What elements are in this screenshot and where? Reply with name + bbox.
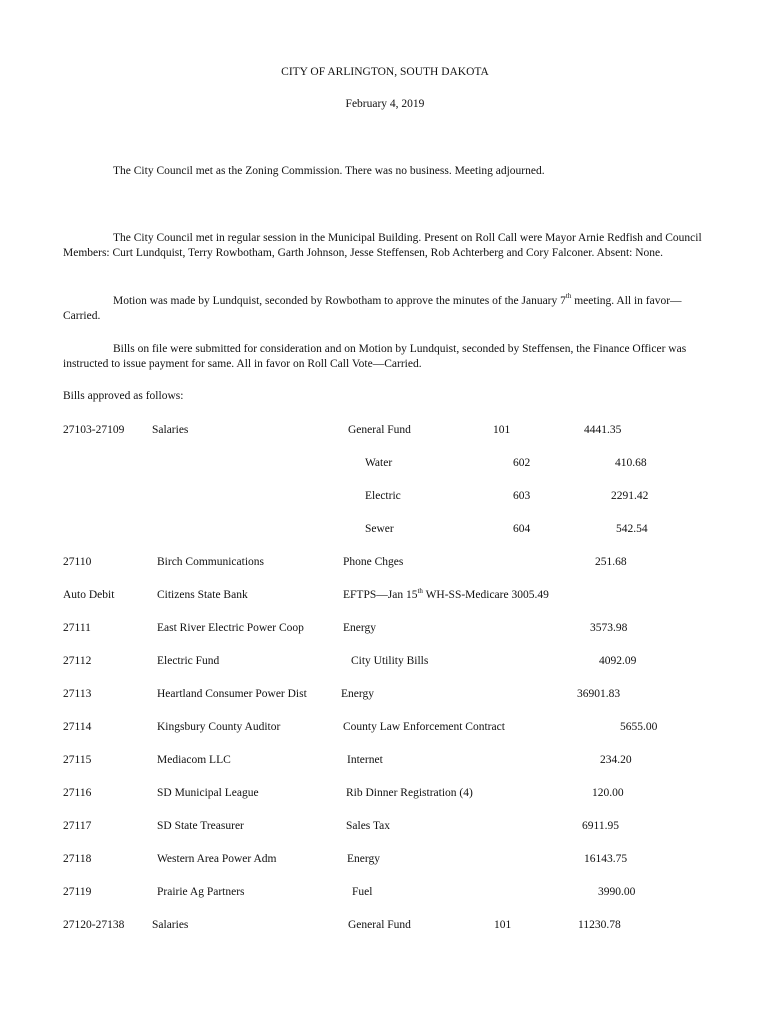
zoning-text: The City Council met as the Zoning Commission. There was no business. Meeting adjourned. — [113, 165, 545, 177]
bill-description: City Utility Bills — [351, 655, 429, 667]
bill-payee: Citizens State Bank — [157, 589, 248, 601]
fund-code: 602 — [513, 457, 531, 469]
bill-number: 27114 — [63, 721, 92, 733]
bill-description: County Law Enforcement Contract — [343, 721, 505, 733]
bill-payee: Kingsbury County Auditor — [157, 721, 281, 733]
bill-amount: 6911.95 — [582, 820, 619, 832]
fund-amount: 2291.42 — [611, 490, 649, 502]
bill-amount: 3573.98 — [590, 622, 628, 634]
fund-code: 603 — [513, 490, 531, 502]
fund-name: General Fund — [348, 424, 411, 436]
minutes-paragraph — [63, 294, 708, 324]
bill-description: Sales Tax — [346, 820, 391, 832]
bill-amount: 234.20 — [600, 754, 632, 766]
fund-amount: 410.68 — [615, 457, 647, 469]
minutes-text: Motion was made by Lundquist, seconded by Rowbotham to approve the minutes of the January 7 — [113, 295, 566, 307]
bill-number: 27117 — [63, 820, 92, 832]
bill-payee: Birch Communications — [157, 556, 265, 568]
bill-payee: Prairie Ag Partners — [157, 886, 245, 898]
bill-number: Auto Debit — [63, 589, 115, 601]
fund-amount: 542.54 — [616, 523, 648, 535]
fund-name: Electric — [365, 490, 401, 502]
minutes-superscript: th — [565, 292, 572, 300]
regular-session-paragraph — [63, 231, 708, 261]
bill-payee: Heartland Consumer Power Dist — [157, 688, 307, 700]
fund-name: Water — [365, 457, 393, 469]
bill-description-superscript: th — [417, 587, 423, 595]
bill-payee: Western Area Power Adm — [157, 853, 277, 865]
fund-name: General Fund — [348, 919, 411, 931]
bill-amount: 4092.09 — [599, 655, 637, 667]
regular-session-text: The City Council met in regular session in the Municipal Building. Present on Roll Call were Mayor Arnie Redfish and Council Members: Curt Lundquist, Terry Rowbotham, Garth Johnson, Jesse Steffensen, Rob Achterberg and Cory Falconer. Absent: None. — [63, 232, 702, 259]
fund-name: Sewer — [365, 523, 394, 535]
bill-amount: 16143.75 — [584, 853, 628, 865]
bill-payee: Salaries — [152, 424, 189, 436]
bill-payee: East River Electric Power Coop — [157, 622, 304, 634]
minutes-text-end: meeting. All in favor—Carried. — [63, 295, 682, 322]
bills-approved-heading: Bills approved as follows: — [63, 390, 184, 402]
fund-code: 101 — [494, 919, 512, 931]
bill-amount: 36901.83 — [577, 688, 621, 700]
zoning-paragraph — [63, 164, 708, 179]
bill-number: 27110 — [63, 556, 92, 568]
bill-number: 27119 — [63, 886, 92, 898]
fund-amount: 4441.35 — [584, 424, 622, 436]
bill-amount: 251.68 — [595, 556, 627, 568]
bills-paragraph — [63, 342, 708, 372]
fund-code: 101 — [493, 424, 511, 436]
bill-description-text: EFTPS—Jan 15 — [343, 589, 418, 601]
fund-amount: 11230.78 — [578, 919, 621, 931]
bill-payee: SD State Treasurer — [157, 820, 244, 832]
bill-amount: 3990.00 — [598, 886, 636, 898]
bill-number: 27111 — [63, 622, 91, 634]
bill-number: 27118 — [63, 853, 92, 865]
bill-number: 27116 — [63, 787, 92, 799]
document-title: CITY OF ARLINGTON, SOUTH DAKOTA — [281, 66, 489, 78]
bill-description: Energy — [347, 853, 381, 865]
fund-code: 604 — [513, 523, 531, 535]
bill-payee: Electric Fund — [157, 655, 220, 667]
bill-description: Energy — [343, 622, 377, 634]
bill-number: 27112 — [63, 655, 92, 667]
bill-description: Internet — [347, 754, 383, 766]
bill-payee: Mediacom LLC — [157, 754, 231, 766]
bill-number: 27103-27109 — [63, 424, 125, 436]
bill-description: Phone Chges — [343, 556, 404, 568]
bill-number: 27113 — [63, 688, 92, 700]
bill-description: Energy — [341, 688, 375, 700]
bill-description — [343, 589, 549, 601]
bill-number: 27115 — [63, 754, 92, 766]
bills-text: Bills on file were submitted for consideration and on Motion by Lundquist, seconded by Steffensen, the Finance Officer was instructed to issue payment for same. All in favor on Roll Call Vote—Carried. — [63, 343, 687, 370]
bill-payee: SD Municipal League — [157, 787, 259, 799]
bill-description-text-end: WH-SS-Medicare 3005.49 — [422, 589, 549, 601]
bill-payee: Salaries — [152, 919, 189, 931]
meeting-date: February 4, 2019 — [345, 98, 425, 110]
bill-description: Rib Dinner Registration (4) — [346, 787, 473, 799]
bill-amount: 120.00 — [592, 787, 624, 799]
bill-amount: 5655.00 — [620, 721, 658, 733]
bill-number: 27120-27138 — [63, 919, 125, 931]
bill-description: Fuel — [352, 886, 373, 898]
